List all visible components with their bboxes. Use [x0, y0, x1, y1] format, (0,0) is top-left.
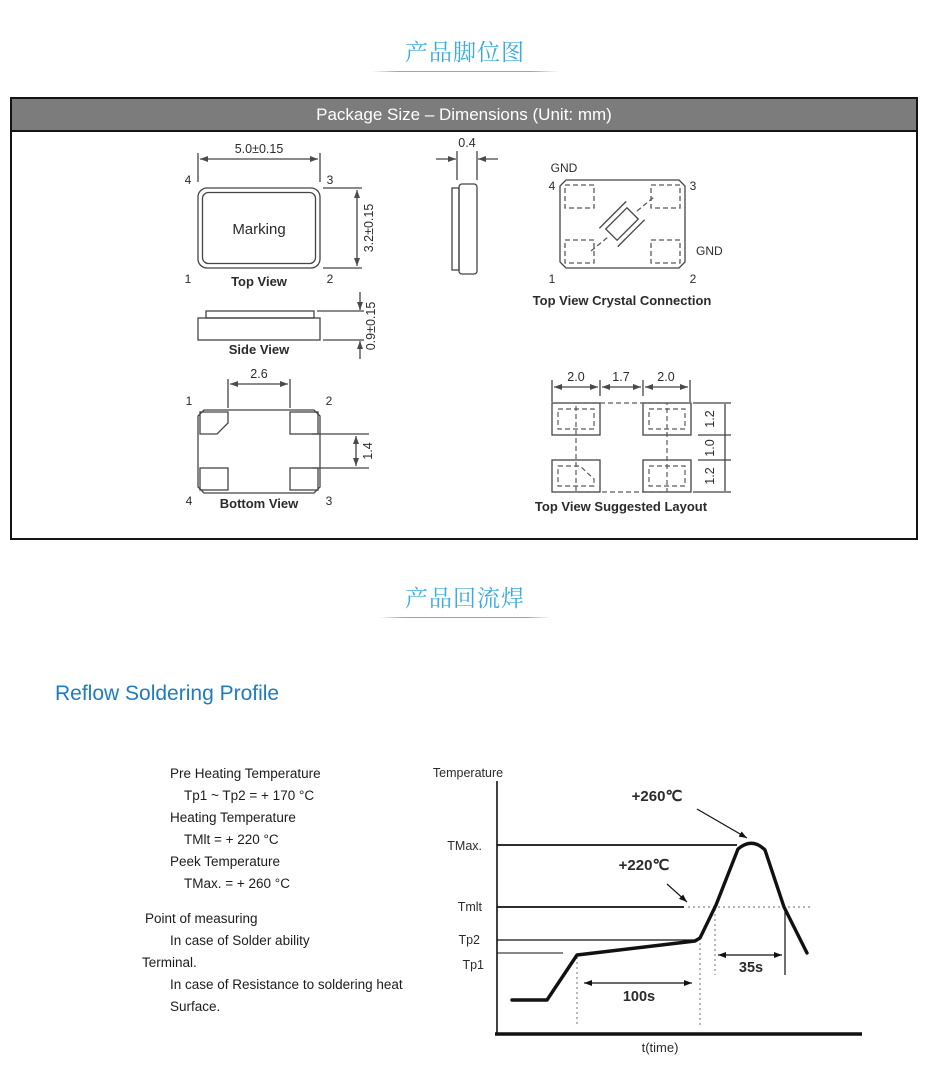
top-view-height-dim: 3.2±0.15 — [362, 203, 376, 253]
reflow-title-underline — [379, 617, 551, 618]
crystal-pin-3: 3 — [689, 179, 697, 193]
note-line: Point of measuring — [145, 911, 258, 926]
note-line: TMax. = + 260 °C — [184, 876, 290, 891]
note-line: Tp1 ~ Tp2 = + 170 °C — [184, 788, 315, 803]
top-view-pin-2: 2 — [326, 272, 334, 286]
side-view-height-dim: 0.9±0.15 — [364, 301, 378, 351]
reflow-profile-chart — [420, 753, 880, 1065]
top-view-pin-4: 4 — [184, 173, 192, 187]
chart-ramp-span-label: 100s — [622, 989, 656, 1005]
crystal-gnd-top-label: GND — [550, 161, 578, 175]
crystal-connection-drawing — [560, 180, 685, 268]
bottom-view-pin-4: 4 — [185, 494, 193, 508]
note-line: Heating Temperature — [170, 810, 296, 825]
bottom-view-height-dim: 1.4 — [361, 442, 375, 460]
reflow-measuring-notes — [142, 908, 442, 1018]
side-view-label: Side View — [228, 342, 290, 357]
layout-dim-mid: 1.7 — [612, 370, 630, 384]
top-view-pin-1: 1 — [184, 272, 192, 286]
note-line: Pre Heating Temperature — [170, 766, 321, 781]
crystal-gnd-right-label: GND — [696, 244, 723, 258]
pinout-section-title — [0, 34, 930, 72]
bottom-view-pin-3: 3 — [325, 494, 333, 508]
top-view-label: Top View — [231, 274, 287, 289]
top-view-width-dim: 5.0±0.15 — [234, 142, 284, 156]
chart-tmlt-label: Tmlt — [457, 900, 482, 914]
note-line: In case of Resistance to soldering heat — [170, 977, 403, 992]
chart-x-axis-title: t(time) — [641, 1040, 679, 1055]
reflow-notes — [142, 763, 442, 1018]
top-view-pin-3: 3 — [326, 173, 334, 187]
note-line: In case of Solder ability — [170, 933, 310, 948]
chart-tp1-label: Tp1 — [462, 958, 484, 972]
note-line: Peek Temperature — [170, 854, 281, 869]
chart-guide-lines — [577, 907, 812, 1025]
suggested-layout-label: Top View Suggested Layout — [534, 499, 708, 514]
note-line: Terminal. — [142, 955, 197, 970]
crystal-connection-label: Top View Crystal Connection — [532, 293, 712, 308]
layout-dim-right-mid: 1.0 — [703, 439, 717, 457]
note-line: Surface. — [170, 999, 221, 1014]
bottom-view-label: Bottom View — [219, 496, 299, 511]
chart-annotation-arrows — [584, 809, 782, 983]
package-dimensions-panel — [10, 97, 918, 540]
reflow-section-title-text: 产品回流焊 — [405, 585, 525, 611]
package-header-bar: Package Size – Dimensions (Unit: mm) — [12, 99, 916, 132]
chart-peak-annotation: +260℃ — [631, 788, 683, 805]
crystal-pin-2: 2 — [689, 272, 697, 286]
chart-peak-span-label: 35s — [738, 960, 764, 976]
top-view-marking: Marking — [232, 221, 286, 238]
bottom-view-drawing — [198, 379, 369, 493]
note-line: TMlt = + 220 °C — [184, 832, 279, 847]
package-drawings — [12, 132, 916, 538]
pinout-section-title-text: 产品脚位图 — [405, 39, 525, 65]
chart-tp2-label: Tp2 — [458, 933, 480, 947]
top-view-drawing — [198, 153, 362, 268]
end-view-drawing — [436, 151, 498, 274]
reflow-section-title — [0, 580, 930, 618]
chart-tmax-label: TMax. — [447, 839, 482, 853]
layout-dim-right: 2.0 — [657, 370, 675, 384]
layout-dim-left: 2.0 — [567, 370, 585, 384]
bottom-view-width-dim: 2.6 — [250, 367, 268, 381]
crystal-symbol — [599, 201, 644, 246]
reflow-temperature-notes — [142, 763, 442, 895]
pinout-title-underline — [372, 71, 558, 72]
end-view-thickness-dim: 0.4 — [458, 136, 476, 150]
layout-dim-right-bottom: 1.2 — [703, 467, 717, 485]
reflow-profile-heading: Reflow Soldering Profile — [55, 682, 280, 705]
crystal-pin-1: 1 — [548, 272, 556, 286]
crystal-pin-4: 4 — [548, 179, 556, 193]
chart-y-axis-title: Temperature — [432, 766, 504, 780]
bottom-view-pin-1: 1 — [185, 394, 193, 408]
layout-dim-right-top: 1.2 — [703, 410, 717, 428]
chart-melt-annotation: +220℃ — [618, 857, 670, 874]
bottom-view-pin-2: 2 — [325, 394, 333, 408]
